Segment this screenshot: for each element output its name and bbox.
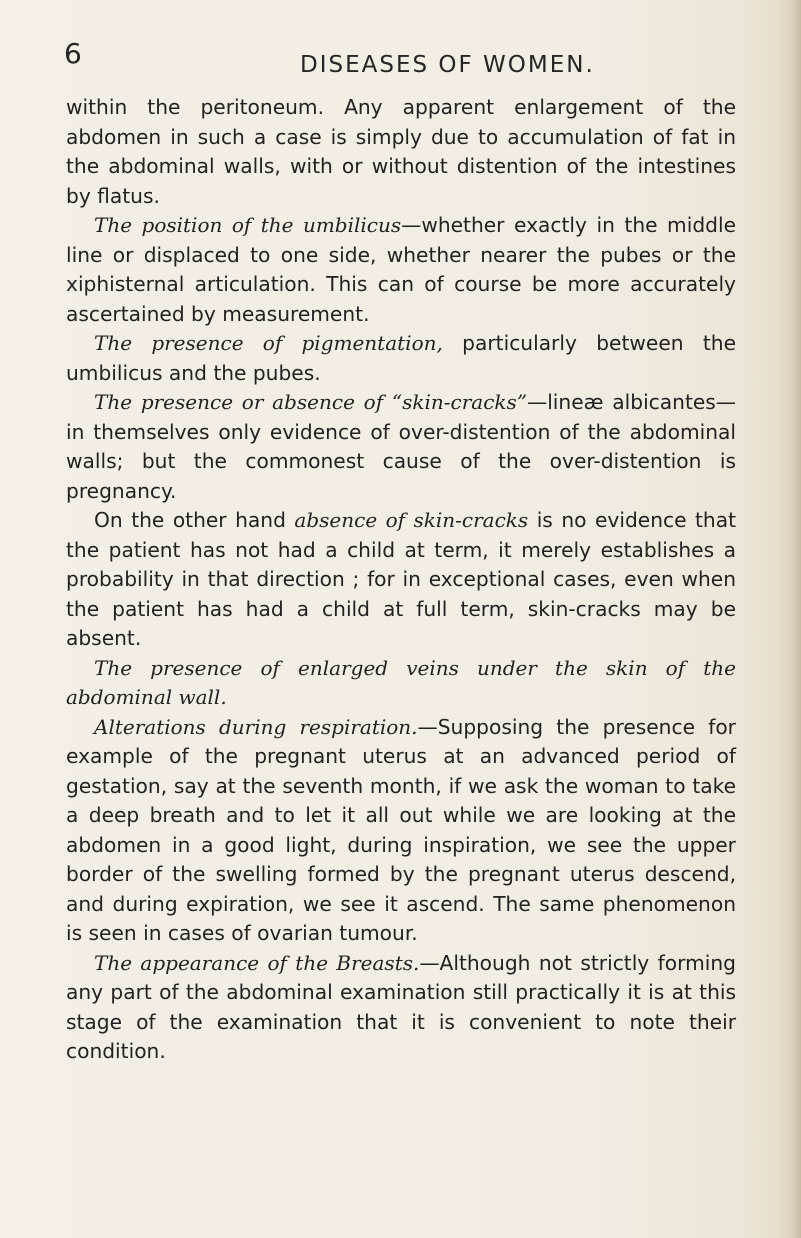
paragraph-absence-skin-cracks bbox=[66, 506, 736, 654]
paragraph-breasts bbox=[66, 949, 736, 1067]
paragraph-pigmentation bbox=[66, 329, 736, 388]
page-header bbox=[64, 37, 764, 80]
body-text bbox=[66, 93, 736, 1067]
paragraph-text: —whether exactly in the middle line or displaced to one side, whether nearer the pubes or the xiphisternal articulation. This can of course be more accurately ascertained by measurement. bbox=[66, 213, 736, 326]
section-title: The presence of enlarged veins under the skin of the abdominal wall. bbox=[66, 655, 736, 709]
paragraph-veins bbox=[66, 654, 736, 713]
section-title: The presence of pigmentation, bbox=[94, 331, 443, 355]
inline-title: absence of skin-cracks bbox=[294, 508, 529, 532]
paragraph-text: —Supposing the presence for example of the pregnant uterus at an advanced period of gestation, say at the seventh month, if we ask the woman to take a deep breath and to let it all out while we are looking at the abdomen in a good light, during inspiration, we see the upper border of the swelling formed by the pregnant uterus descend, and during expiration, we see it ascend. The same phenomenon is seen in cases of ovarian tumour. bbox=[66, 714, 736, 945]
section-title: Alterations during respiration. bbox=[94, 714, 418, 739]
paragraph-continuation bbox=[66, 93, 736, 211]
section-title: The position of the umbilicus bbox=[94, 213, 402, 237]
paragraph-text: —lineæ albicantes—in themselves only evidence of over-distention of the abdominal walls; but the commonest cause of the over-distention is pregnancy. bbox=[66, 390, 736, 503]
page-number: 6 bbox=[64, 37, 82, 70]
paragraph-umbilicus bbox=[66, 211, 736, 329]
paragraph-lead: On the other hand bbox=[94, 508, 295, 532]
paragraph-text: is no evidence that the patient has not had a child at term, it merely establishes a probability in that direction ; for in exceptional cases, even when the patient has had a child at full term, skin-cracks may be absent. bbox=[66, 508, 737, 650]
paragraph-text: within the peritoneum. Any apparent enlargement of the abdomen in such a case is simply due to accumulation of fat in the abdominal walls, with or without distention of the intestines by flatus. bbox=[66, 95, 736, 208]
section-title: The appearance of the Breasts. bbox=[94, 950, 420, 975]
running-head: DISEASES OF WOMEN. bbox=[300, 52, 595, 78]
section-title: The presence or absence of “skin-cracks” bbox=[94, 390, 528, 414]
paragraph-skin-cracks bbox=[66, 388, 736, 506]
paragraph-text: particularly between the umbilicus and the pubes. bbox=[66, 331, 736, 385]
paragraph-respiration bbox=[66, 713, 736, 949]
paragraph-text: —Although not strictly forming any part of the abdominal examination still practically it is at this stage of the examination that it is convenient to note their condition. bbox=[66, 950, 736, 1063]
page-edge-shadow bbox=[777, 0, 801, 1238]
